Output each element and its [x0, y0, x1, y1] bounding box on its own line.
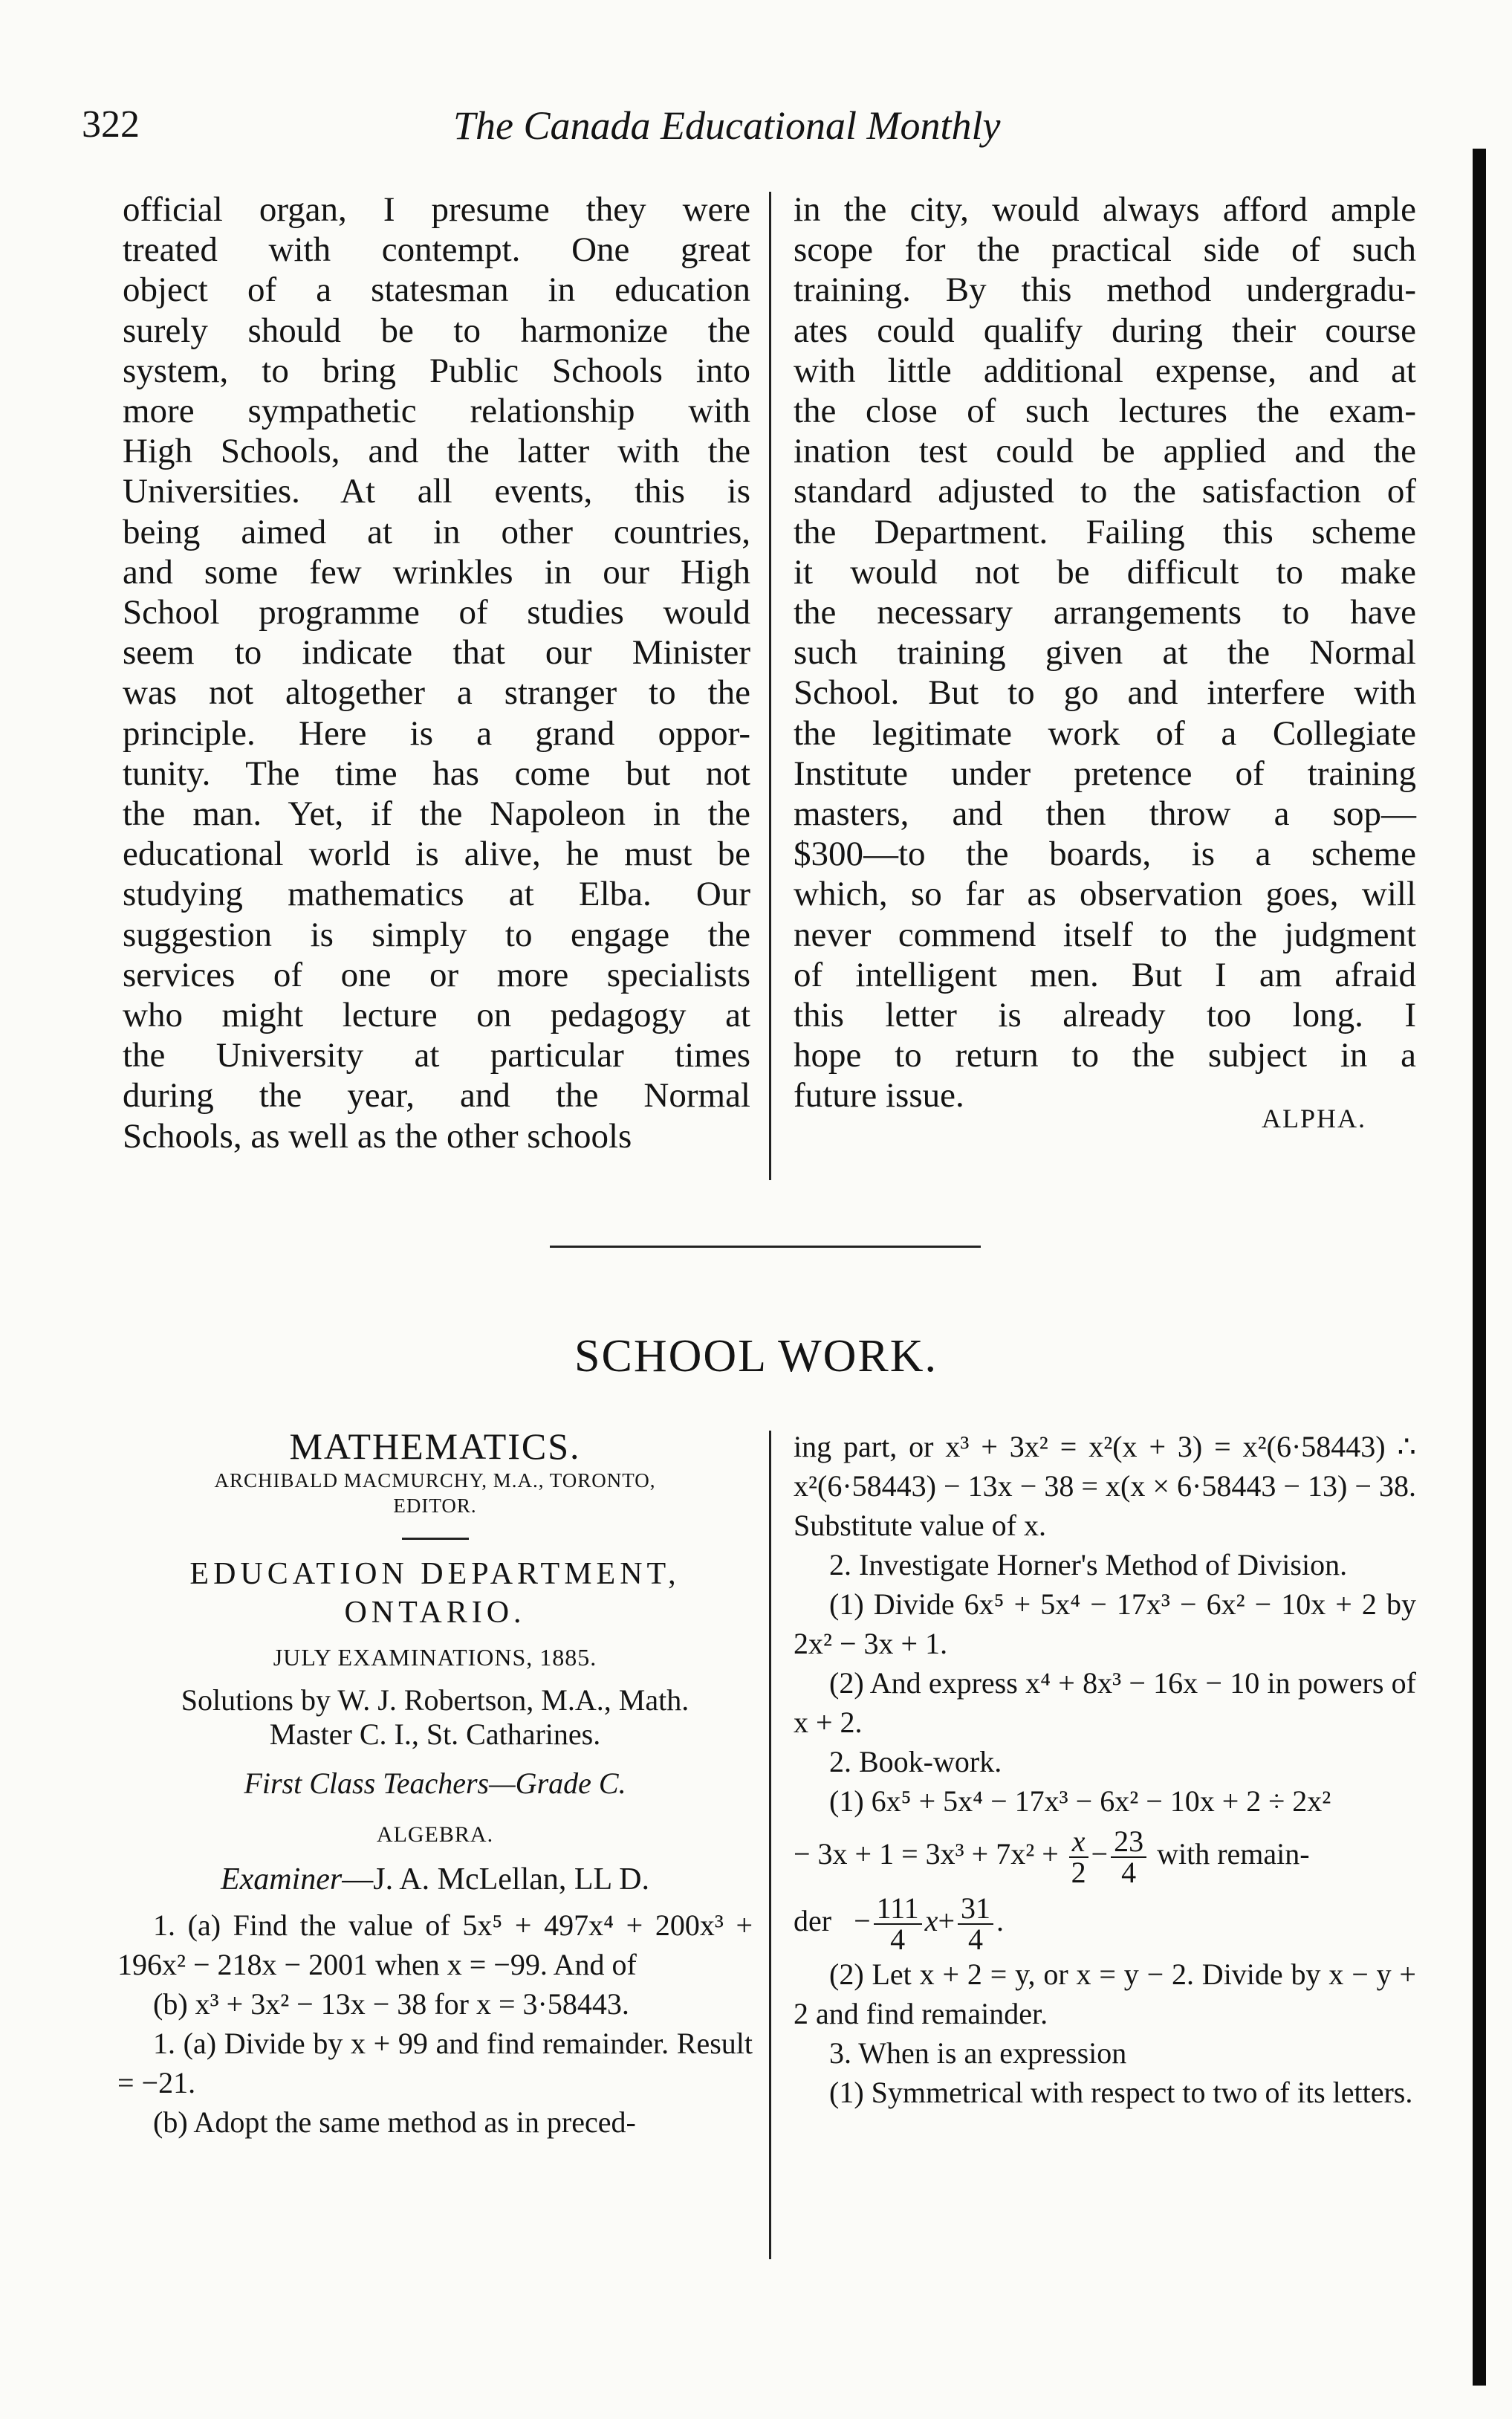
- letter-line: being aimed at in other countries,: [123, 512, 750, 551]
- answer-1b-cont: ing part, or x³ + 3x² = x²(x + 3) = x²(6·58443) ∴ x²(6·58443) − 13x − 38 = x(x × 6·58443 − 13) − 38. Substitute value of x.: [794, 1430, 1416, 1542]
- quotient-text: − 3x + 1 = 3x³ + 7x² +: [794, 1837, 1059, 1871]
- answer-1b: (b) Adopt the same method as in preced-: [153, 2105, 636, 2139]
- letter-line: scope for the practical side of such: [794, 230, 1416, 270]
- answer-2-1-line1: (1) 6x⁵ + 5x⁴ − 17x³ − 6x² − 10x + 2 ÷ 2x²: [829, 1784, 1331, 1818]
- dept-line-1: EDUCATION DEPARTMENT,: [189, 1557, 681, 1591]
- letter-left-column: [123, 190, 750, 1156]
- letter-line: tunity. The time has come but not: [123, 754, 750, 793]
- question-2-1: (1) Divide 6x⁵ + 5x⁴ − 17x³ − 6x² − 10x + 2 by 2x² − 3x + 1.: [794, 1587, 1416, 1660]
- math-heading: MATHEMATICS.: [289, 1425, 581, 1467]
- letter-line: Institute under pretence of training: [794, 754, 1416, 793]
- page-number: 322: [82, 103, 140, 146]
- fraction-31-over-4: $\frac{31}{4}$: [958, 1894, 993, 1955]
- examiner-name: —J. A. McLellan, LL D.: [342, 1862, 649, 1897]
- page-edge-shadow: [1473, 149, 1486, 2386]
- letter-right-column: [794, 190, 1416, 1116]
- letter-line: during the year, and the Normal: [123, 1076, 750, 1115]
- letter-line: and some few wrinkles in our High: [123, 552, 750, 592]
- letter-line: the necessary arrangements to have: [794, 593, 1416, 632]
- letter-line: system, to bring Public Schools into: [123, 351, 750, 390]
- exam-title: JULY EXAMINATIONS, 1885.: [273, 1644, 597, 1671]
- letter-line: such training given at the Normal: [794, 633, 1416, 673]
- letter-line: School programme of studies would: [123, 593, 750, 632]
- letter-line: principle. Here is a grand oppor-: [123, 713, 750, 753]
- column-divider-top: [769, 192, 771, 1180]
- subject-heading: ALGEBRA.: [376, 1822, 494, 1847]
- letter-line: educational world is alive, he must be: [123, 835, 750, 874]
- letter-line: of intelligent men. But I am afraid: [794, 955, 1416, 994]
- letter-line: the Department. Failing this scheme: [794, 512, 1416, 551]
- letter-line: ates could qualify during their course: [794, 311, 1416, 350]
- letter-line: the man. Yet, if the Napoleon in the: [123, 794, 750, 834]
- class-line: First Class Teachers—Grade C.: [244, 1767, 626, 1800]
- signature: ALPHA.: [1262, 1104, 1367, 1133]
- letter-line: it would not be difficult to make: [794, 552, 1416, 592]
- letter-line: was not altogether a stranger to the: [123, 673, 750, 713]
- letter-line: School. But to go and interfere with: [794, 673, 1416, 713]
- section-divider: [550, 1246, 981, 1248]
- letter-line: training. By this method undergradu-: [794, 271, 1416, 310]
- question-3-1: (1) Symmetrical with respect to two of its letters.: [829, 2076, 1413, 2109]
- fraction-x-over-2: $\frac{x}{2}$: [1069, 1827, 1088, 1888]
- letter-line: High Schools, and the latter with the: [123, 432, 750, 471]
- letter-line: the legitimate work of a Collegiate: [794, 713, 1416, 753]
- editor-line-1: ARCHIBALD MACMURCHY, M.A., TORONTO,: [214, 1469, 656, 1492]
- letter-line: $300—to the boards, is a scheme: [794, 835, 1416, 874]
- letter-line: masters, and then throw a sop—: [794, 794, 1416, 834]
- question-1b: (b) x³ + 3x² − 13x − 38 for x = 3·58443.: [153, 1987, 629, 2021]
- letter-line: ination test could be applied and the: [794, 432, 1416, 471]
- fraction-111-over-4: $\frac{111}{4}$: [874, 1894, 922, 1955]
- with-remain-text: with remain-: [1157, 1837, 1310, 1871]
- der-text: der: [794, 1904, 832, 1937]
- section-title: SCHOOL WORK.: [574, 1331, 938, 1382]
- answer-2: 2. Book-work.: [829, 1745, 1002, 1778]
- examiner-label: Examiner: [220, 1862, 343, 1897]
- question-1a: 1. (a) Find the value of 5x⁵ + 497x⁴ + 200x³ + 196x² − 218x − 2001 when x = −99. And of: [117, 1908, 753, 1981]
- letter-line: with little additional expense, and at: [794, 351, 1416, 390]
- math-right-column: [794, 1427, 1416, 2112]
- letter-line: the close of such lectures the exam-: [794, 392, 1416, 431]
- letter-line: treated with contempt. One great: [123, 230, 750, 270]
- letter-line: object of a statesman in education: [123, 271, 750, 310]
- letter-line: the University at particular times: [123, 1036, 750, 1075]
- solutions-line-2: Master C. I., St. Catharines.: [269, 1717, 601, 1751]
- solutions-line-1: Solutions by W. J. Robertson, M.A., Math.: [181, 1683, 690, 1717]
- letter-line: surely should be to harmonize the: [123, 311, 750, 350]
- running-header: [82, 103, 1107, 155]
- letter-line: never commend itself to the judgment: [794, 915, 1416, 954]
- answer-1a: 1. (a) Divide by x + 99 and find remainder. Result = −21.: [117, 2027, 753, 2099]
- letter-line: in the city, would always afford ample: [794, 190, 1416, 229]
- letter-line: services of one or more specialists: [123, 955, 750, 994]
- running-title: The Canada Educational Monthly: [453, 103, 1001, 148]
- letter-line: which, so far as observation goes, will: [794, 875, 1416, 914]
- letter-line: this letter is already too long. I: [794, 996, 1416, 1035]
- letter-line: standard adjusted to the satisfaction of: [794, 472, 1416, 511]
- column-divider-bottom: [769, 1431, 771, 2259]
- examiner-line: [117, 1860, 753, 1900]
- letter-line: Universities. At all events, this is: [123, 472, 750, 511]
- letter-line: suggestion is simply to engage the: [123, 915, 750, 954]
- letter-line: Schools, as well as the other schools: [123, 1116, 632, 1156]
- short-divider: [402, 1538, 469, 1540]
- letter-line: studying mathematics at Elba. Our: [123, 875, 750, 914]
- fraction-23-over-4: $\frac{23}{4}$: [1111, 1827, 1146, 1888]
- answer-2-1-line3: der − $\frac{111}{4}$ x+ $\frac{31}{4}$ .: [794, 1891, 1004, 1956]
- letter-line: more sympathetic relationship with: [123, 392, 750, 431]
- question-2: 2. Investigate Horner's Method of Division.: [829, 1548, 1348, 1581]
- answer-2-2: (2) Let x + 2 = y, or x = y − 2. Divide by x − y + 2 and find remainder.: [794, 1957, 1416, 2030]
- question-3: 3. When is an expression: [829, 2036, 1127, 2070]
- dept-line-2: ONTARIO.: [344, 1596, 526, 1630]
- letter-line: official organ, I presume they were: [123, 190, 750, 229]
- letter-line: seem to indicate that our Minister: [123, 633, 750, 673]
- letter-line: who might lecture on pedagogy at: [123, 996, 750, 1035]
- answer-2-1-line2: − 3x + 1 = 3x³ + 7x² + $\frac{x}{2}$ − $\frac{23}{4}$ with remain-: [794, 1824, 1310, 1889]
- editor-line-2: EDITOR.: [393, 1495, 477, 1517]
- letter-line: future issue.: [794, 1076, 964, 1115]
- question-2-2: (2) And express x⁴ + 8x³ − 16x − 10 in powers of x + 2.: [794, 1666, 1416, 1739]
- math-left-column: [117, 1427, 753, 2142]
- letter-line: hope to return to the subject in a: [794, 1036, 1416, 1075]
